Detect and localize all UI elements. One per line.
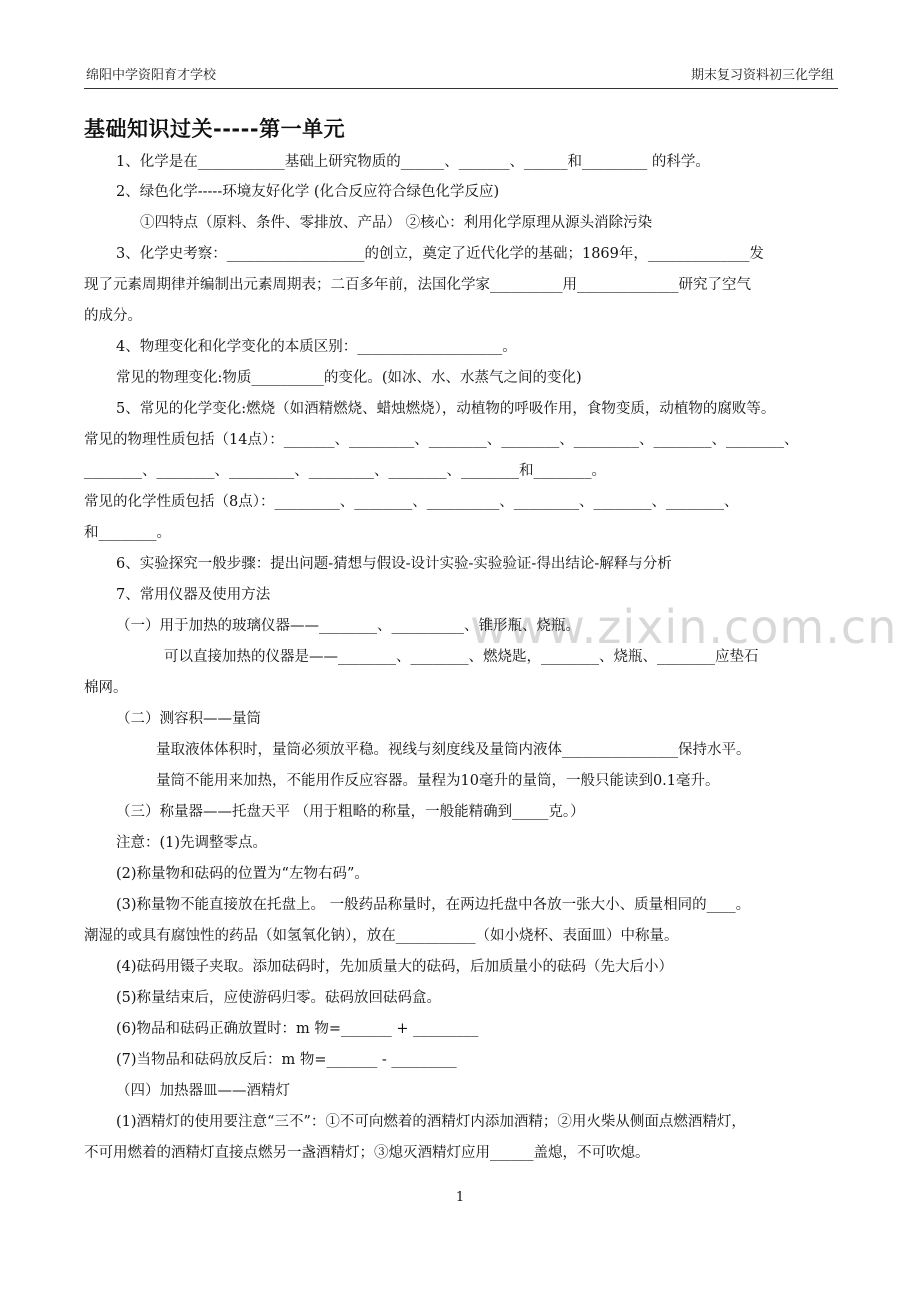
text-line: 6、实验探究一般步骤：提出问题-猜想与假设-设计实验-实验验证-得出结论-解释与分析 [116, 556, 672, 572]
text-line: 的成分。 [84, 308, 142, 324]
text-line: (4)砝码用镊子夹取。添加砝码时，先加质量大的砝码，后加质量小的砝码（先大后小） [116, 959, 674, 975]
text-line: 注意：(1)先调整零点。 [116, 835, 268, 851]
text-line: 1、化学是在____________基础上研究物质的______、_______、______和_________ 的科学。 [116, 154, 710, 170]
page-number: 1 [455, 1190, 465, 1205]
text-line: (5)称量结束后，应使游码归零。砝码放回砝码盒。 [116, 990, 442, 1006]
text-line: 7、常用仪器及使用方法 [116, 587, 271, 603]
text-line: (6)物品和砝码正确放置时：m 物=_______ + _________ [116, 1021, 479, 1037]
text-line: 不可用燃着的酒精灯直接点燃另一盏酒精灯；③熄灭酒精灯应用______盖熄，不可吹熄。 [84, 1145, 650, 1161]
page-title: 基础知识过关-----第一单元 [84, 117, 346, 141]
text-line: （四）加热器皿——酒精灯 [116, 1083, 290, 1099]
text-line: (1)酒精灯的使用要注意“三不”：①不可向燃着的酒精灯内添加酒精；②用火柴从侧面点燃酒精灯， [116, 1114, 746, 1130]
text-line: ①四特点（原料、条件、零排放、产品） ②核心：利用化学原理从源头消除污染 [140, 215, 653, 231]
text-line: (7)当物品和砝码放反后：m 物=_______ - _________ [116, 1052, 457, 1068]
text-line: 4、物理变化和化学变化的本质区别：____________________。 [116, 339, 517, 355]
text-line: （一）用于加热的玻璃仪器——________、__________、锥形瓶、烧瓶。 [116, 618, 580, 634]
text-line: ________、________、_________、_________、________、________和________。 [84, 463, 606, 479]
text-line: 棉网。 [84, 680, 128, 696]
text-line: 量取液体体积时，量筒必须放平稳。视线与刻度线及量筒内液体________________保持水平。 [156, 742, 751, 758]
text-line: 量筒不能用来加热，不能用作反应容器。量程为10毫升的量筒，一般只能读到0.1毫升。 [156, 773, 720, 789]
text-line: 和________。 [84, 525, 171, 541]
text-line: 常见的物理变化:物质__________的变化。(如冰、水、水蒸气之间的变化) [116, 370, 582, 386]
text-line: 3、化学史考察：___________________的创立，奠定了近代化学的基础；1869年，______________发 [116, 246, 764, 262]
text-line: 常见的化学性质包括（8点）：_________、________、__________、_________、________、________、 [84, 494, 739, 510]
text-line: 可以直接加热的仪器是——________、________、燃烧匙，________、烧瓶、________应垫石 [164, 649, 759, 665]
header-school: 绵阳中学资阳育才学校 [86, 68, 217, 83]
header-rule [84, 88, 838, 89]
text-line: （二）测容积——量筒 [116, 711, 261, 727]
text-line: 常见的物理性质包括（14点）：_______、_________、________、________、_________、________、________、 [84, 432, 799, 448]
text-line: 2、绿色化学-----环境友好化学 (化合反应符合绿色化学反应) [116, 184, 500, 200]
text-line: （三）称量器——托盘天平 （用于粗略的称量，一般能精确到_____克。） [116, 804, 585, 820]
text-line: 现了元素周期律并编制出元素周期表；二百多年前，法国化学家__________用______________研究了空气 [84, 277, 751, 293]
watermark: www.zixin.com.cn [470, 600, 898, 654]
header-course: 期末复习资料初三化学组 [690, 68, 834, 83]
text-line: 潮湿的或具有腐蚀性的药品（如氢氧化钠），放在___________（如小烧杯、表面皿）中称量。 [84, 928, 679, 944]
text-line: (2)称量物和砝码的位置为“左物右码”。 [116, 866, 369, 882]
text-line: 5、常见的化学变化:燃烧（如酒精燃烧、蜡烛燃烧），动植物的呼吸作用，食物变质，动植物的腐败等。 [116, 401, 776, 417]
text-line: (3)称量物不能直接放在托盘上。 一般药品称量时，在两边托盘中各放一张大小、质量相同的____。 [116, 897, 751, 913]
